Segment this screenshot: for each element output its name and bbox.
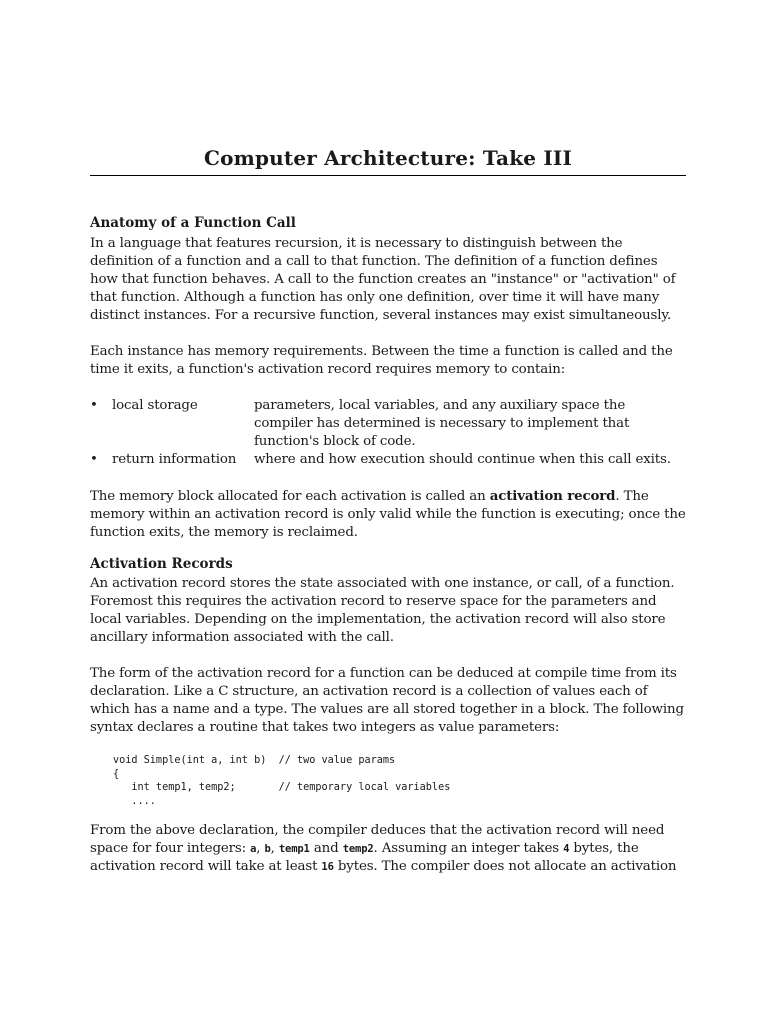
inline-code: a <box>250 843 257 855</box>
definition-list <box>90 397 686 469</box>
code-block: void Simple(int a, int b) // two value params { int temp1, temp2; // temporary local variables .... <box>113 755 451 807</box>
list-item-term: return information <box>112 452 237 467</box>
paragraph-recursion-intro: In a language that features recursion, it is necessary to distinguish between the definition of a function and a call to that function. The definition of a function defines how that function behaves. A call to the function creates an "instance" or "activation" of that function. Although a function has only one definition, over time it will have many distinct instances. For a recursive function, several instances may exist simultaneously. <box>90 236 676 323</box>
list-item-term: local storage <box>112 398 198 413</box>
list-item <box>90 397 686 451</box>
inline-code: temp1 <box>278 843 310 855</box>
inline-code: 4 <box>563 843 570 855</box>
inline-code: b <box>264 843 271 855</box>
text-span: , <box>256 841 265 856</box>
paragraph-activation-record-state: An activation record stores the state associated with one instance, or call, of a function. Foremost this requires the activation record to reserve space for the parameters and local variables. Depending on the implementation, the activation record will also store ancillary information associated with the call. <box>90 576 675 645</box>
activation-record-term: activation record <box>489 488 616 504</box>
text-span: and <box>309 841 343 856</box>
list-item-description: where and how execution should continue when this call exits. <box>254 452 671 467</box>
text-span: bytes, the activation record will take at least <box>90 841 639 874</box>
text-span: The memory block allocated for each activation is called an <box>90 489 490 504</box>
list-item <box>90 451 686 469</box>
document-page <box>90 146 686 876</box>
text-span: From the above declaration, the compiler deduces that the activation record will need space for four integers: <box>90 823 665 856</box>
paragraph-activation-record-form: The form of the activation record for a function can be deduced at compile time from its declaration. Like a C structure, an activation record is a collection of values each of which has a name and a type. The values are all stored together in a block. The following syntax declares a routine that takes two integers as value parameters: <box>90 666 684 735</box>
page-title: Computer Architecture: Take III <box>90 146 686 176</box>
paragraph-activation-record-definition <box>90 487 686 542</box>
inline-code: 16 <box>321 861 334 873</box>
paragraph-compiler-deduction <box>90 822 686 876</box>
text-span: . The memory within an activation record is only valid while the function is executing; once the function exits, the memory is reclaimed. <box>90 489 686 540</box>
bullet-icon: • <box>90 452 98 467</box>
list-item-description: parameters, local variables, and any auxiliary space the compiler has determined is necessary to implement that function's block of code. <box>254 398 630 449</box>
text-span: bytes. The compiler does not allocate an activation <box>333 859 677 874</box>
paragraph-memory-requirements: Each instance has memory requirements. Between the time a function is called and the time it exits, a function's activation record requires memory to contain: <box>90 344 673 377</box>
inline-code: temp2 <box>342 843 374 855</box>
text-span: . Assuming an integer takes <box>373 841 564 856</box>
section-heading-anatomy: Anatomy of a Function Call <box>90 215 296 231</box>
bullet-icon: • <box>90 398 98 413</box>
section-heading-activation-records: Activation Records <box>90 556 233 572</box>
text-span: , <box>270 841 279 856</box>
